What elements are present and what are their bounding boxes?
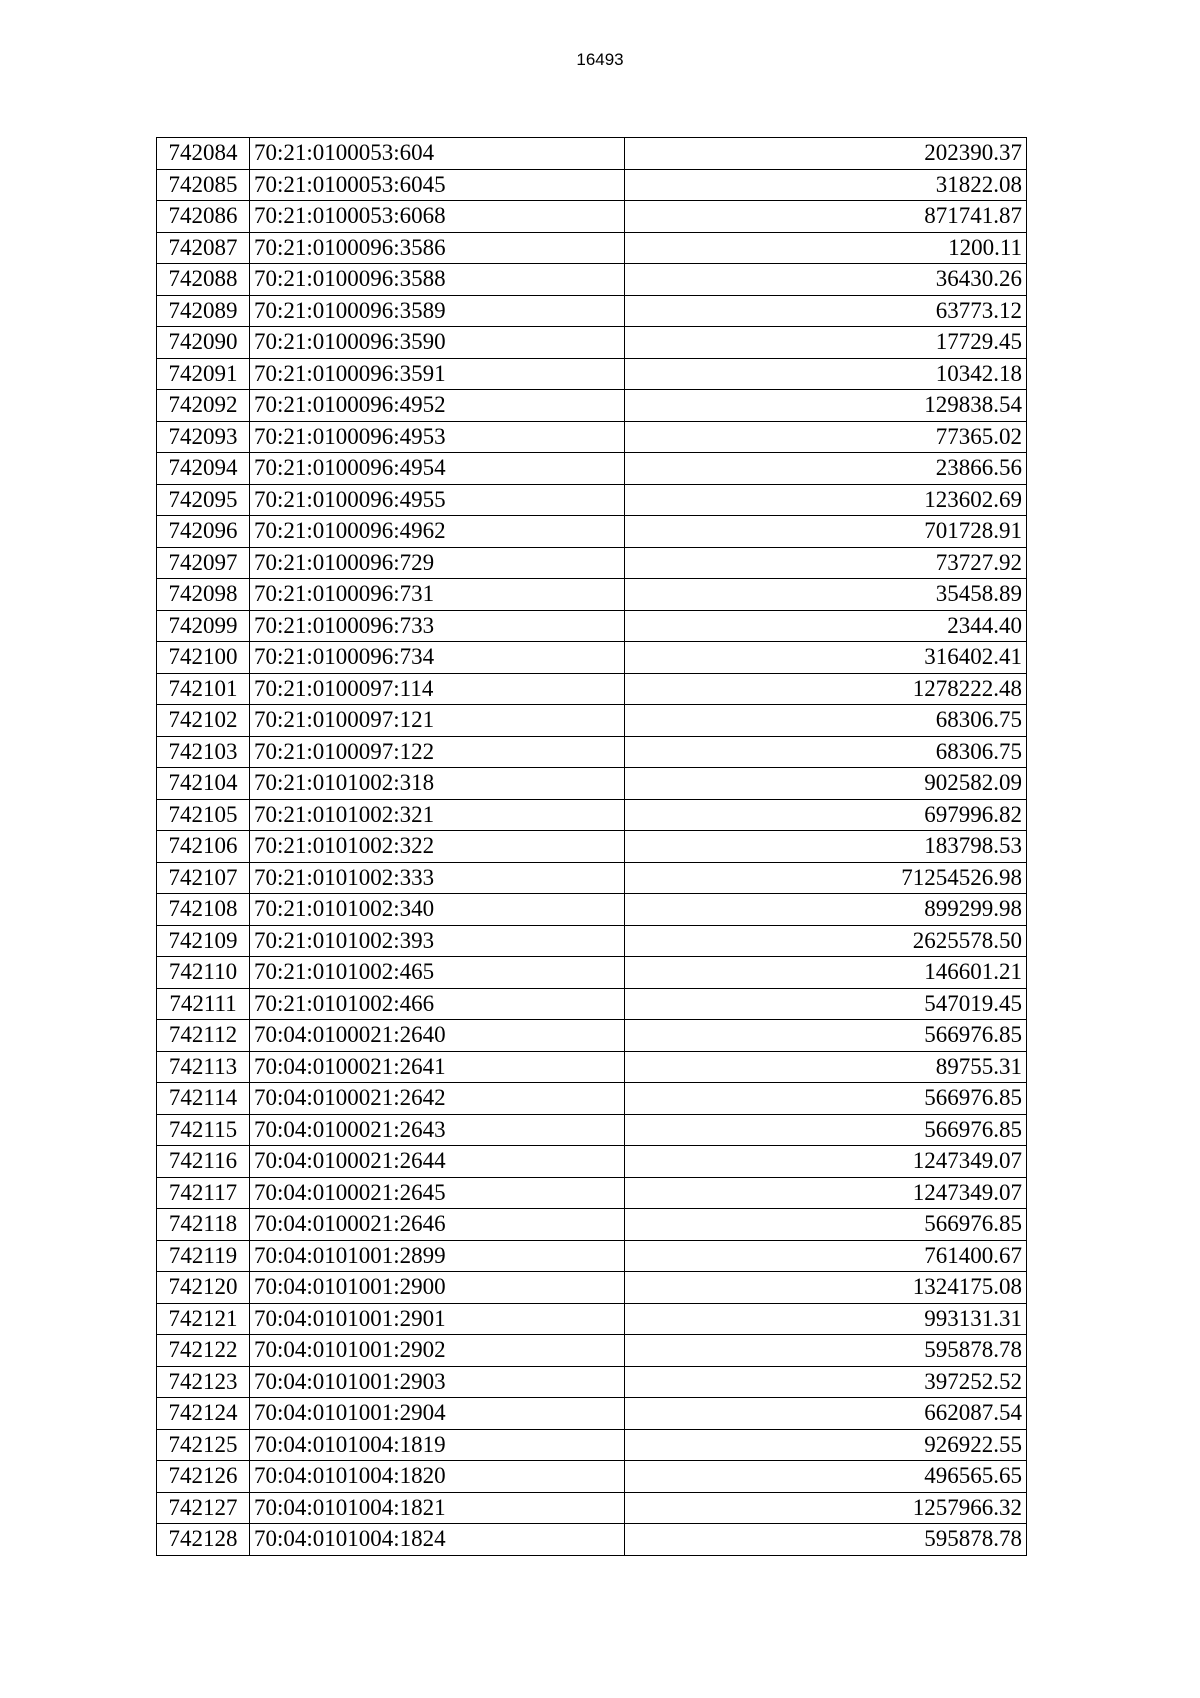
- cadastral-value-cell: 63773.12: [625, 295, 1027, 327]
- cadastral-number-cell: 70:04:0100021:2645: [250, 1177, 625, 1209]
- table-row: [157, 1083, 1027, 1115]
- cadastral-value-cell: 566976.85: [625, 1020, 1027, 1052]
- table-row: [157, 736, 1027, 768]
- cadastral-value-cell: 566976.85: [625, 1083, 1027, 1115]
- table-row: [157, 579, 1027, 611]
- cadastral-number-cell: 70:04:0101004:1819: [250, 1429, 625, 1461]
- row-number-cell: 742114: [157, 1083, 250, 1115]
- row-number-cell: 742128: [157, 1524, 250, 1556]
- cadastral-value-cell: 547019.45: [625, 988, 1027, 1020]
- cadastral-number-cell: 70:21:0100096:4952: [250, 390, 625, 422]
- row-number-cell: 742098: [157, 579, 250, 611]
- row-number-cell: 742103: [157, 736, 250, 768]
- cadastral-value-cell: 926922.55: [625, 1429, 1027, 1461]
- cadastral-number-cell: 70:04:0101004:1821: [250, 1492, 625, 1524]
- table-row: [157, 1366, 1027, 1398]
- cadastral-number-cell: 70:21:0101002:321: [250, 799, 625, 831]
- table-row: [157, 673, 1027, 705]
- table-row: [157, 169, 1027, 201]
- table-row: [157, 327, 1027, 359]
- cadastral-value-cell: 35458.89: [625, 579, 1027, 611]
- table-row: [157, 1051, 1027, 1083]
- cadastral-number-cell: 70:21:0100053:6068: [250, 201, 625, 233]
- cadastral-number-cell: 70:21:0100096:729: [250, 547, 625, 579]
- row-number-cell: 742095: [157, 484, 250, 516]
- row-number-cell: 742096: [157, 516, 250, 548]
- row-number-cell: 742105: [157, 799, 250, 831]
- table-row: [157, 1492, 1027, 1524]
- table-row: [157, 610, 1027, 642]
- table-row: [157, 358, 1027, 390]
- cadastral-value-cell: 2625578.50: [625, 925, 1027, 957]
- row-number-cell: 742093: [157, 421, 250, 453]
- table-row: [157, 484, 1027, 516]
- cadastral-value-cell: 595878.78: [625, 1335, 1027, 1367]
- row-number-cell: 742108: [157, 894, 250, 926]
- cadastral-number-cell: 70:21:0100096:731: [250, 579, 625, 611]
- cadastral-value-cell: 993131.31: [625, 1303, 1027, 1335]
- cadastral-value-table: [156, 137, 1027, 1556]
- table-row: [157, 1429, 1027, 1461]
- cadastral-number-cell: 70:04:0100021:2646: [250, 1209, 625, 1241]
- page-number: 16493: [576, 50, 624, 69]
- cadastral-value-cell: 183798.53: [625, 831, 1027, 863]
- cadastral-value-cell: 697996.82: [625, 799, 1027, 831]
- table-row: [157, 894, 1027, 926]
- cadastral-value-cell: 899299.98: [625, 894, 1027, 926]
- cadastral-number-cell: 70:04:0100021:2644: [250, 1146, 625, 1178]
- table-row: [157, 201, 1027, 233]
- cadastral-number-cell: 70:21:0101002:333: [250, 862, 625, 894]
- table-row: [157, 768, 1027, 800]
- table-row: [157, 421, 1027, 453]
- cadastral-number-cell: 70:04:0101001:2901: [250, 1303, 625, 1335]
- cadastral-number-cell: 70:21:0101002:466: [250, 988, 625, 1020]
- cadastral-number-cell: 70:21:0100097:122: [250, 736, 625, 768]
- table-row: [157, 988, 1027, 1020]
- cadastral-value-cell: 566976.85: [625, 1209, 1027, 1241]
- table-row: [157, 957, 1027, 989]
- cadastral-value-cell: 36430.26: [625, 264, 1027, 296]
- cadastral-number-cell: 70:21:0100096:4953: [250, 421, 625, 453]
- cadastral-number-cell: 70:04:0101001:2902: [250, 1335, 625, 1367]
- cadastral-value-cell: 595878.78: [625, 1524, 1027, 1556]
- cadastral-number-cell: 70:21:0101002:318: [250, 768, 625, 800]
- row-number-cell: 742117: [157, 1177, 250, 1209]
- row-number-cell: 742099: [157, 610, 250, 642]
- cadastral-number-cell: 70:04:0101004:1824: [250, 1524, 625, 1556]
- cadastral-value-cell: 902582.09: [625, 768, 1027, 800]
- table-row: [157, 1524, 1027, 1556]
- row-number-cell: 742124: [157, 1398, 250, 1430]
- cadastral-number-cell: 70:21:0100097:114: [250, 673, 625, 705]
- cadastral-number-cell: 70:21:0100096:3591: [250, 358, 625, 390]
- table-row: [157, 705, 1027, 737]
- row-number-cell: 742090: [157, 327, 250, 359]
- cadastral-value-cell: 761400.67: [625, 1240, 1027, 1272]
- cadastral-number-cell: 70:21:0101002:322: [250, 831, 625, 863]
- row-number-cell: 742125: [157, 1429, 250, 1461]
- table-row: [157, 1303, 1027, 1335]
- row-number-cell: 742126: [157, 1461, 250, 1493]
- row-number-cell: 742112: [157, 1020, 250, 1052]
- cadastral-number-cell: 70:21:0100096:3589: [250, 295, 625, 327]
- table-row: [157, 232, 1027, 264]
- cadastral-value-cell: 202390.37: [625, 138, 1027, 170]
- table-row: [157, 547, 1027, 579]
- cadastral-number-cell: 70:21:0101002:393: [250, 925, 625, 957]
- cadastral-value-cell: 129838.54: [625, 390, 1027, 422]
- cadastral-number-cell: 70:04:0100021:2642: [250, 1083, 625, 1115]
- cadastral-number-cell: 70:04:0101004:1820: [250, 1461, 625, 1493]
- cadastral-number-cell: 70:04:0101001:2903: [250, 1366, 625, 1398]
- table-row: [157, 799, 1027, 831]
- cadastral-value-cell: 566976.85: [625, 1114, 1027, 1146]
- cadastral-number-cell: 70:04:0100021:2640: [250, 1020, 625, 1052]
- row-number-cell: 742089: [157, 295, 250, 327]
- table-row: [157, 453, 1027, 485]
- cadastral-value-cell: 1278222.48: [625, 673, 1027, 705]
- cadastral-value-cell: 23866.56: [625, 453, 1027, 485]
- row-number-cell: 742092: [157, 390, 250, 422]
- cadastral-number-cell: 70:21:0100096:734: [250, 642, 625, 674]
- cadastral-value-cell: 68306.75: [625, 705, 1027, 737]
- table-row: [157, 925, 1027, 957]
- row-number-cell: 742120: [157, 1272, 250, 1304]
- table-row: [157, 831, 1027, 863]
- table-row: [157, 516, 1027, 548]
- cadastral-value-cell: 1324175.08: [625, 1272, 1027, 1304]
- row-number-cell: 742107: [157, 862, 250, 894]
- cadastral-number-cell: 70:04:0100021:2641: [250, 1051, 625, 1083]
- row-number-cell: 742118: [157, 1209, 250, 1241]
- table-row: [157, 1146, 1027, 1178]
- table-row: [157, 1272, 1027, 1304]
- cadastral-value-cell: 701728.91: [625, 516, 1027, 548]
- cadastral-value-cell: 871741.87: [625, 201, 1027, 233]
- row-number-cell: 742094: [157, 453, 250, 485]
- cadastral-number-cell: 70:21:0100096:3588: [250, 264, 625, 296]
- table-row: [157, 390, 1027, 422]
- cadastral-value-cell: 89755.31: [625, 1051, 1027, 1083]
- cadastral-value-cell: 2344.40: [625, 610, 1027, 642]
- cadastral-value-cell: 73727.92: [625, 547, 1027, 579]
- table-row: [157, 295, 1027, 327]
- cadastral-value-cell: 1247349.07: [625, 1146, 1027, 1178]
- cadastral-number-cell: 70:21:0100097:121: [250, 705, 625, 737]
- table-row: [157, 138, 1027, 170]
- row-number-cell: 742127: [157, 1492, 250, 1524]
- row-number-cell: 742100: [157, 642, 250, 674]
- row-number-cell: 742123: [157, 1366, 250, 1398]
- cadastral-value-cell: 10342.18: [625, 358, 1027, 390]
- row-number-cell: 742102: [157, 705, 250, 737]
- cadastral-value-cell: 71254526.98: [625, 862, 1027, 894]
- row-number-cell: 742111: [157, 988, 250, 1020]
- row-number-cell: 742121: [157, 1303, 250, 1335]
- table-row: [157, 1177, 1027, 1209]
- row-number-cell: 742088: [157, 264, 250, 296]
- cadastral-value-cell: 662087.54: [625, 1398, 1027, 1430]
- cadastral-value-cell: 146601.21: [625, 957, 1027, 989]
- row-number-cell: 742104: [157, 768, 250, 800]
- table-row: [157, 642, 1027, 674]
- row-number-cell: 742122: [157, 1335, 250, 1367]
- cadastral-number-cell: 70:21:0101002:340: [250, 894, 625, 926]
- table-row: [157, 1398, 1027, 1430]
- row-number-cell: 742109: [157, 925, 250, 957]
- cadastral-number-cell: 70:04:0101001:2899: [250, 1240, 625, 1272]
- row-number-cell: 742110: [157, 957, 250, 989]
- row-number-cell: 742119: [157, 1240, 250, 1272]
- cadastral-value-cell: 68306.75: [625, 736, 1027, 768]
- table-row: [157, 1114, 1027, 1146]
- cadastral-number-cell: 70:21:0100096:4955: [250, 484, 625, 516]
- cadastral-value-cell: 397252.52: [625, 1366, 1027, 1398]
- cadastral-number-cell: 70:21:0100053:604: [250, 138, 625, 170]
- cadastral-number-cell: 70:21:0101002:465: [250, 957, 625, 989]
- cadastral-number-cell: 70:21:0100096:4962: [250, 516, 625, 548]
- cadastral-value-cell: 17729.45: [625, 327, 1027, 359]
- table-body: [157, 138, 1027, 1556]
- cadastral-number-cell: 70:21:0100096:733: [250, 610, 625, 642]
- row-number-cell: 742091: [157, 358, 250, 390]
- cadastral-value-cell: 1200.11: [625, 232, 1027, 264]
- cadastral-value-cell: 31822.08: [625, 169, 1027, 201]
- table-row: [157, 1209, 1027, 1241]
- cadastral-number-cell: 70:04:0101001:2904: [250, 1398, 625, 1430]
- row-number-cell: 742115: [157, 1114, 250, 1146]
- row-number-cell: 742101: [157, 673, 250, 705]
- cadastral-number-cell: 70:21:0100053:6045: [250, 169, 625, 201]
- table-row: [157, 264, 1027, 296]
- row-number-cell: 742113: [157, 1051, 250, 1083]
- cadastral-number-cell: 70:21:0100096:3590: [250, 327, 625, 359]
- table-row: [157, 1335, 1027, 1367]
- row-number-cell: 742097: [157, 547, 250, 579]
- row-number-cell: 742087: [157, 232, 250, 264]
- cadastral-number-cell: 70:21:0100096:4954: [250, 453, 625, 485]
- cadastral-value-cell: 496565.65: [625, 1461, 1027, 1493]
- cadastral-number-cell: 70:21:0100096:3586: [250, 232, 625, 264]
- cadastral-value-cell: 123602.69: [625, 484, 1027, 516]
- row-number-cell: 742086: [157, 201, 250, 233]
- cadastral-value-cell: 1247349.07: [625, 1177, 1027, 1209]
- cadastral-value-cell: 1257966.32: [625, 1492, 1027, 1524]
- table-row: [157, 1461, 1027, 1493]
- cadastral-number-cell: 70:04:0100021:2643: [250, 1114, 625, 1146]
- row-number-cell: 742116: [157, 1146, 250, 1178]
- table-row: [157, 1020, 1027, 1052]
- table-row: [157, 862, 1027, 894]
- row-number-cell: 742084: [157, 138, 250, 170]
- cadastral-value-cell: 316402.41: [625, 642, 1027, 674]
- cadastral-number-cell: 70:04:0101001:2900: [250, 1272, 625, 1304]
- table-row: [157, 1240, 1027, 1272]
- cadastral-value-cell: 77365.02: [625, 421, 1027, 453]
- row-number-cell: 742085: [157, 169, 250, 201]
- row-number-cell: 742106: [157, 831, 250, 863]
